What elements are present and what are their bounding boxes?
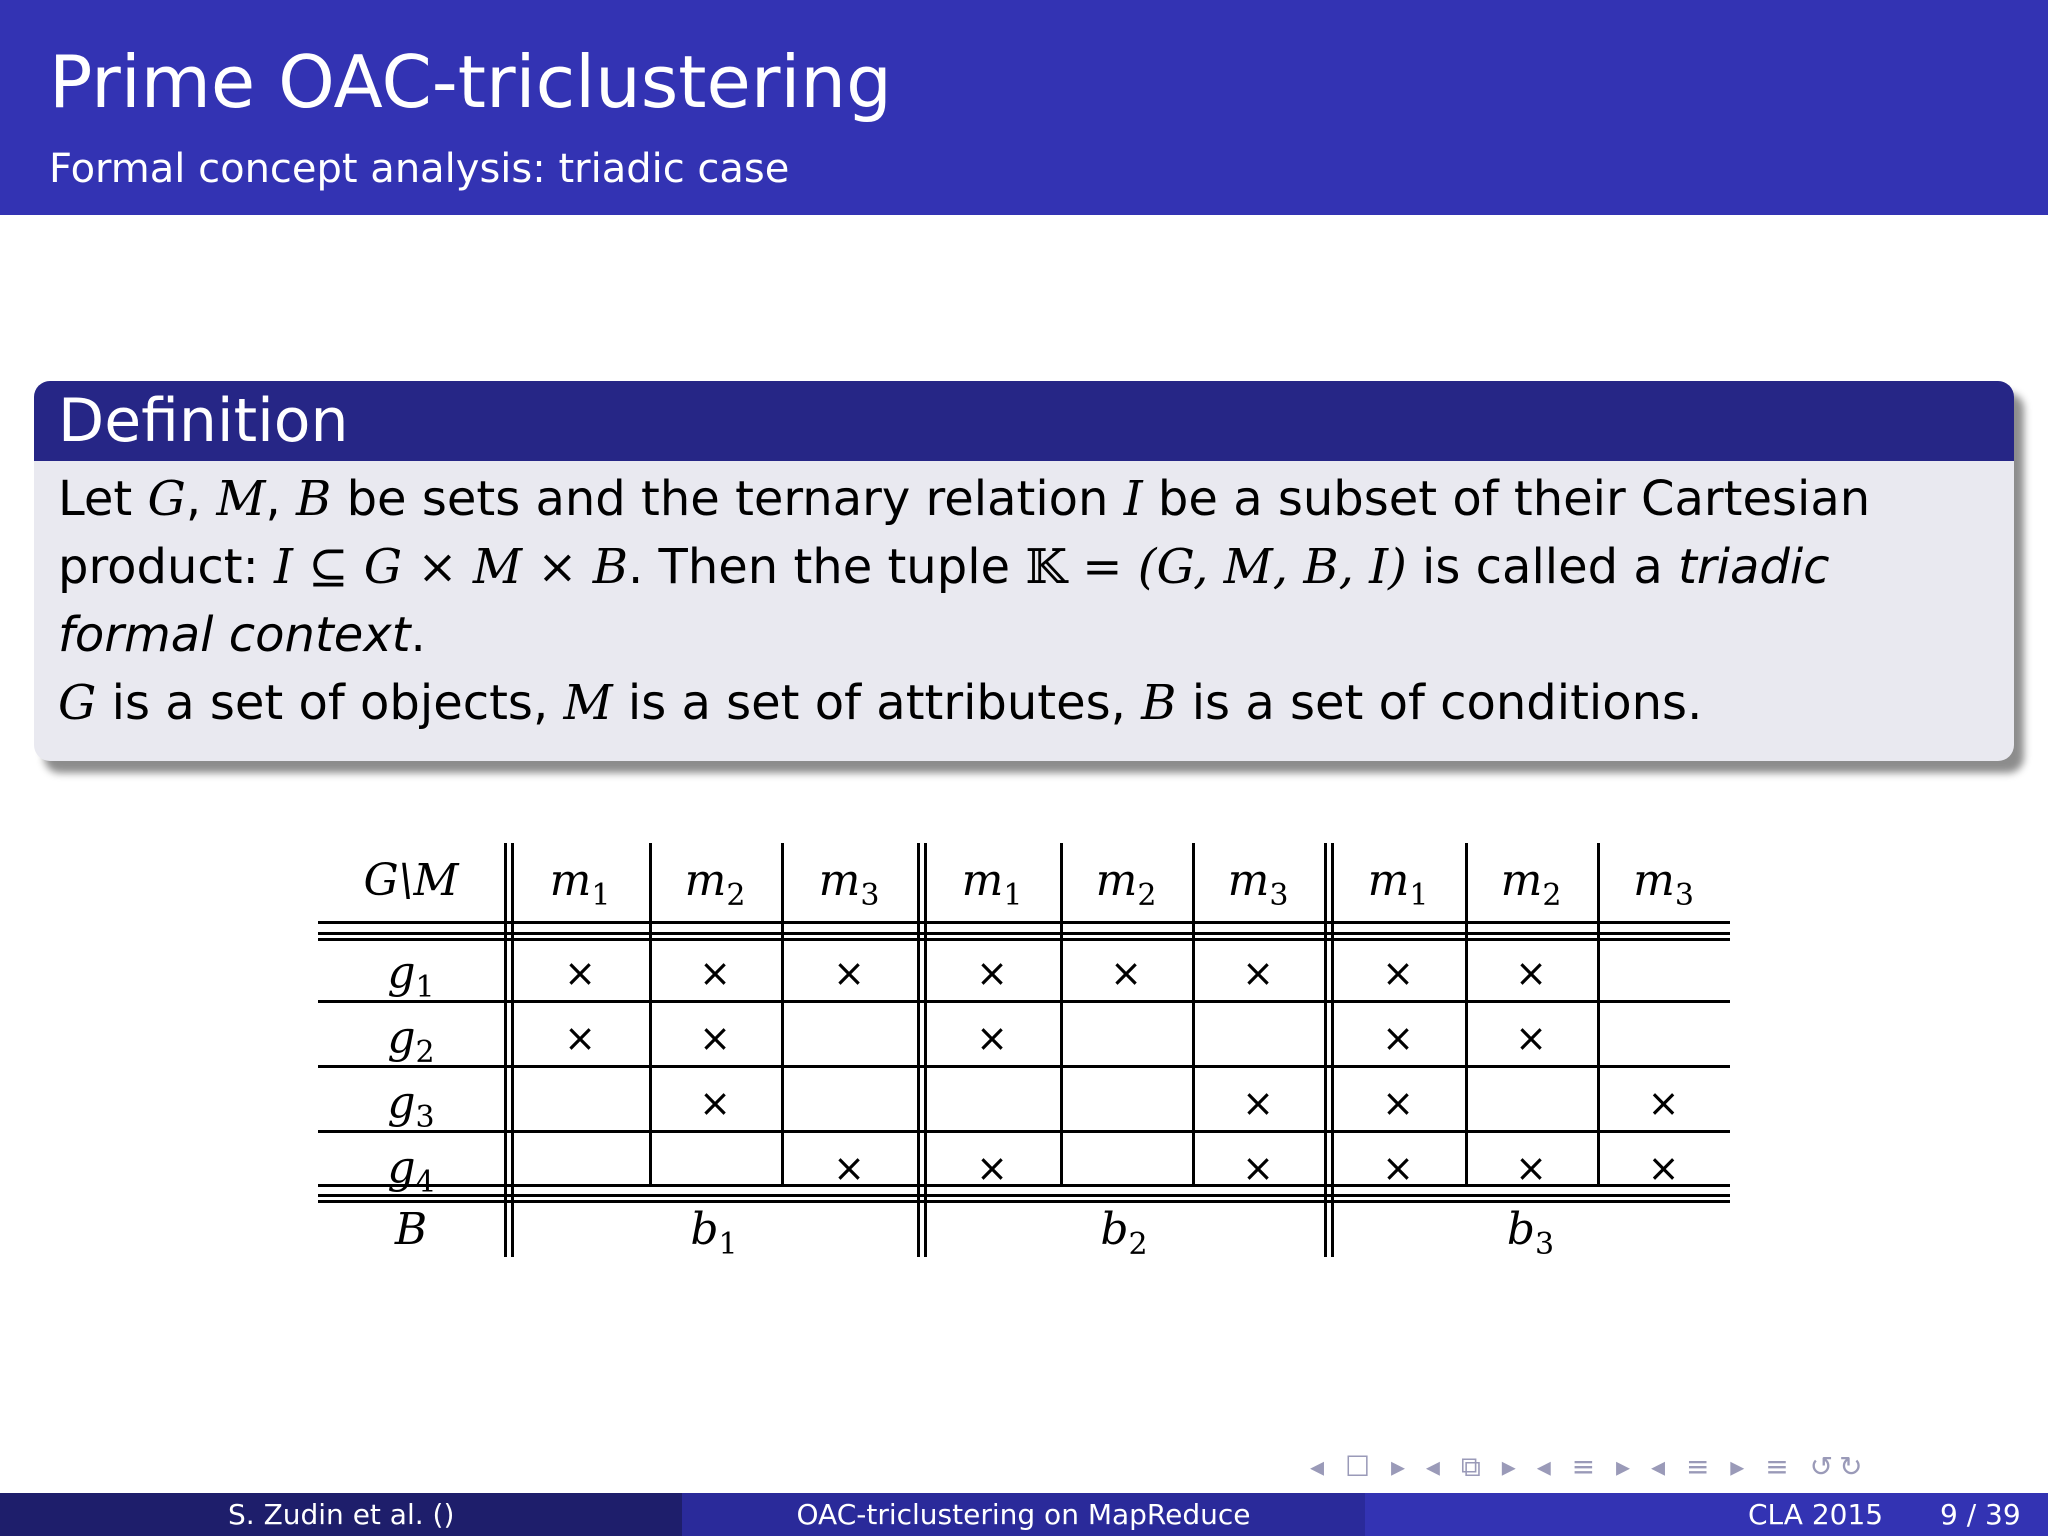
incidence-mark: × (1515, 951, 1547, 995)
math-G: G (58, 675, 97, 731)
object-label: $g_3$ (387, 1077, 435, 1135)
footer-page-number: 9 / 39 (1940, 1498, 2021, 1531)
incidence-mark: × (1382, 1146, 1414, 1190)
incidence-mark: × (976, 951, 1008, 995)
incidence-mark: × (1242, 951, 1274, 995)
incidence-mark: × (1382, 951, 1414, 995)
attribute-header: $m_2$ (684, 855, 746, 913)
text: is a set of objects, (96, 675, 564, 731)
table-rule (318, 1130, 1730, 1133)
math-B: B (296, 471, 332, 527)
text: . Then the tuple (627, 539, 1026, 595)
footer-conference: CLA 2015 (1748, 1498, 1884, 1531)
footer-author-box (0, 1493, 682, 1536)
text: be a subset of their Cartesian (1142, 471, 1871, 527)
math-relation: I ⊆ G × M × B (274, 539, 628, 595)
attribute-header: $m_2$ (1095, 855, 1157, 913)
attribute-header: $m_3$ (1227, 855, 1289, 913)
text: be sets and the ternary relation (331, 471, 1124, 527)
attribute-header: $m_2$ (1500, 855, 1562, 913)
table-rule (504, 843, 507, 1257)
attribute-header: $m_3$ (818, 855, 880, 913)
table-rule (318, 932, 1730, 935)
math-K: 𝕂 (1025, 539, 1068, 595)
math-B: B (1141, 675, 1177, 731)
object-label: $g_1$ (387, 947, 435, 1005)
math-G: G (147, 471, 186, 527)
text: , (185, 471, 217, 527)
math-M: M (563, 675, 613, 731)
text: is called a (1406, 539, 1679, 595)
definition-block (34, 381, 2014, 761)
incidence-mark: × (1110, 951, 1142, 995)
incidence-mark: × (1382, 1016, 1414, 1060)
incidence-mark: × (699, 1081, 731, 1125)
incidence-mark: × (976, 1146, 1008, 1190)
frame-title-bar (0, 0, 2048, 215)
definition-body (34, 461, 2014, 737)
condition-header: $b_2$ (1100, 1204, 1148, 1262)
math-M: M (216, 471, 266, 527)
definition-line-1 (58, 465, 1990, 533)
incidence-mark: × (564, 951, 596, 995)
incidence-mark: × (699, 951, 731, 995)
math-tuple: = (G, M, B, I) (1067, 539, 1407, 595)
emph-triadic: triadic (1678, 539, 1830, 595)
incidence-mark: × (1382, 1081, 1414, 1125)
condition-header: $b_3$ (1506, 1204, 1555, 1262)
text: product: (58, 539, 275, 595)
attribute-header: $m_1$ (1367, 855, 1429, 913)
footer-bar (0, 1493, 2048, 1536)
definition-line-4 (58, 669, 1990, 737)
definition-line-3 (58, 601, 1990, 669)
footer-title: OAC-triclustering on MapReduce (796, 1498, 1251, 1531)
text: is a set of attributes, (612, 675, 1142, 731)
attribute-header: $m_3$ (1633, 855, 1694, 913)
incidence-mark: × (1647, 1081, 1680, 1125)
text: is a set of conditions. (1176, 675, 1703, 731)
incidence-mark: × (1515, 1016, 1547, 1060)
object-label: $g_2$ (387, 1012, 435, 1070)
definition-heading: Definition (34, 381, 2014, 461)
incidence-mark: × (1242, 1146, 1274, 1190)
incidence-mark: × (564, 1016, 596, 1060)
table-corner-label: G\M (363, 855, 459, 906)
text: . (410, 607, 426, 663)
slide-subtitle: Formal concept analysis: triadic case (49, 146, 790, 192)
table-rule (917, 843, 920, 1257)
incidence-mark: × (833, 1146, 865, 1190)
text: Let (58, 471, 148, 527)
attribute-header: $m_1$ (549, 855, 611, 913)
condition-header: $b_1$ (690, 1204, 738, 1262)
table-rule (318, 921, 1730, 924)
slide-title: Prime OAC-triclustering (49, 40, 892, 124)
incidence-mark: × (1242, 1081, 1274, 1125)
definition-line-2 (58, 533, 1990, 601)
condition-label: B (394, 1204, 428, 1255)
emph-formal-context: formal context (58, 607, 411, 663)
footer-title-box (682, 1493, 1365, 1536)
incidence-mark: × (1515, 1146, 1547, 1190)
object-label: $g_4$ (387, 1142, 435, 1200)
triadic-context-table (318, 843, 1730, 1262)
incidence-mark: × (833, 951, 865, 995)
incidence-mark: × (1647, 1146, 1680, 1190)
attribute-header: $m_1$ (961, 855, 1023, 913)
footer-author: S. Zudin et al. () (228, 1498, 455, 1531)
math-I: I (1123, 471, 1143, 527)
table-rule (318, 938, 1730, 941)
footer-info-box (1365, 1493, 2048, 1536)
incidence-mark: × (699, 1016, 731, 1060)
text: , (265, 471, 297, 527)
beamer-navigation-icons[interactable]: ◂ ☐ ▸ ◂ ⧉ ▸ ◂ ≡ ▸ ◂ ≡ ▸ ≡ ↺↻ (1310, 1450, 1869, 1483)
incidence-mark: × (976, 1016, 1008, 1060)
table-rule (1324, 843, 1327, 1257)
